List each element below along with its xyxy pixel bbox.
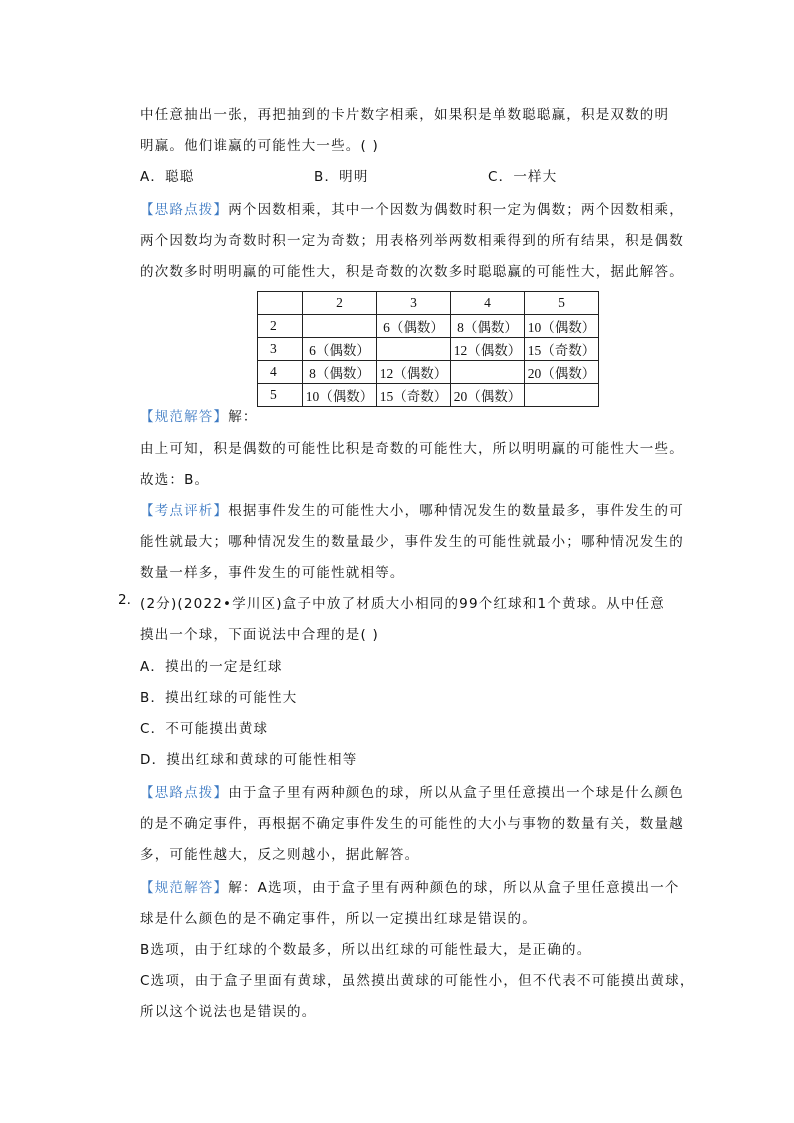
q1-eval-line2: 能性就最大；哪种情况发生的数量最少，事件发生的可能性就最小；哪种情况发生的 (140, 534, 684, 550)
q1-option-c: C．一样大 (488, 169, 558, 185)
table-cell: 2 (258, 315, 303, 338)
q1-hint-line1 (140, 198, 684, 218)
q1-answer-line1: 由上可知，积是偶数的可能性比积是奇数的可能性大，所以明明赢的可能性大一些。 (140, 441, 684, 457)
q2-answer-line5: 所以这个说法也是错误的。 (140, 1004, 317, 1020)
table-cell: 4 (451, 292, 525, 315)
q1-answer-lead: 解： (228, 409, 258, 425)
q1-hint-text: 两个因数相乘，其中一个因数为偶数时积一定为偶数；两个因数相乘， (228, 202, 684, 218)
q2-stem-line1: (2分)(2022•学川区)盒子中放了材质大小相同的99个红球和1个黄球。从中任意 (140, 596, 665, 612)
table-cell: 12（偶数） (377, 361, 451, 384)
q1-hint-tag: 【思路点拨】 (140, 202, 229, 218)
table-row (258, 361, 599, 384)
table-cell: 20（偶数） (525, 361, 599, 384)
q2-answer-line1 (140, 876, 680, 896)
q2-option-d: D．摸出红球和黄球的可能性相等 (140, 752, 358, 768)
q1-hint-line3: 的次数多时明明赢的可能性大，积是奇数的次数多时聪聪赢的可能性大，据此解答。 (140, 264, 684, 280)
table-cell: 12（偶数） (451, 338, 525, 361)
table-cell: 8（偶数） (303, 361, 377, 384)
q2-answer-text: 解：A选项，由于盒子里有两种颜色的球，所以从盒子里任意摸出一个 (228, 880, 680, 896)
q2-hint-tag: 【思路点拨】 (140, 785, 229, 801)
table-cell: 8（偶数） (451, 315, 525, 338)
table-cell: 6（偶数） (303, 338, 377, 361)
q2-number: 2. (118, 592, 131, 608)
q1-stem-line1: 中任意抽出一张，再把抽到的卡片数字相乘，如果积是单数聪聪赢，积是双数的明 (140, 107, 670, 123)
table-cell: 6（偶数） (377, 315, 451, 338)
q1-answer-tag: 【规范解答】 (140, 409, 229, 425)
q1-answer-tag-line (140, 405, 258, 425)
table-cell: 5 (525, 292, 599, 315)
table-row (258, 292, 599, 315)
q2-option-a: A．摸出的一定是红球 (140, 659, 283, 675)
q1-eval-line3: 数量一样多，事件发生的可能性就相等。 (140, 565, 405, 581)
q1-answer-line2: 故选：B。 (140, 472, 210, 488)
table-cell: 15（奇数） (525, 338, 599, 361)
q1-eval-text: 根据事件发生的可能性大小，哪种情况发生的数量最多，事件发生的可 (228, 503, 684, 519)
table-cell (258, 292, 303, 315)
table-cell: 20（偶数） (451, 384, 525, 407)
q1-hint-line2: 两个因数均为奇数时积一定为奇数；用表格列举两数相乘得到的所有结果，积是偶数 (140, 233, 684, 249)
table-cell: 10（偶数） (525, 315, 599, 338)
q2-hint-line1 (140, 781, 684, 801)
table-cell: 3 (377, 292, 451, 315)
table-cell: 10（偶数） (303, 384, 377, 407)
product-table (257, 291, 599, 407)
q1-eval-tag: 【考点评析】 (140, 503, 229, 519)
q2-hint-text: 由于盒子里有两种颜色的球，所以从盒子里任意摸出一个球是什么颜色 (228, 785, 684, 801)
q1-eval-line1 (140, 499, 684, 519)
q1-option-a: A．聪聪 (140, 169, 195, 185)
q1-stem-line2: 明赢。他们谁赢的可能性大一些。( ) (140, 138, 379, 154)
table-cell (303, 315, 377, 338)
table-cell: 5 (258, 384, 303, 407)
table-cell: 2 (303, 292, 377, 315)
q2-option-c: C．不可能摸出黄球 (140, 721, 269, 737)
q2-hint-line3: 多，可能性越大，反之则越小，据此解答。 (140, 847, 420, 863)
q2-option-b: B．摸出红球的可能性大 (140, 690, 298, 706)
table-cell: 15（奇数） (377, 384, 451, 407)
table-cell: 3 (258, 338, 303, 361)
table-cell: 4 (258, 361, 303, 384)
q2-answer-tag: 【规范解答】 (140, 880, 229, 896)
table-cell (525, 384, 599, 407)
q1-option-b: B．明明 (314, 169, 369, 185)
q2-answer-line4: C选项，由于盒子里面有黄球，虽然摸出黄球的可能性小，但不代表不可能摸出黄球， (140, 973, 695, 989)
q2-hint-line2: 的是不确定事件，再根据不确定事件发生的可能性的大小与事物的数量有关，数量越 (140, 816, 684, 832)
table-row (258, 338, 599, 361)
q2-answer-line2: 球是什么颜色的是不确定事件，所以一定摸出红球是错误的。 (140, 911, 537, 927)
q2-stem-line2: 摸出一个球，下面说法中合理的是( ) (140, 627, 379, 643)
table-row (258, 384, 599, 407)
q2-answer-line3: B选项，由于红球的个数最多，所以出红球的可能性最大，是正确的。 (140, 942, 592, 958)
table-row (258, 315, 599, 338)
table-cell (451, 361, 525, 384)
table-cell (377, 338, 451, 361)
